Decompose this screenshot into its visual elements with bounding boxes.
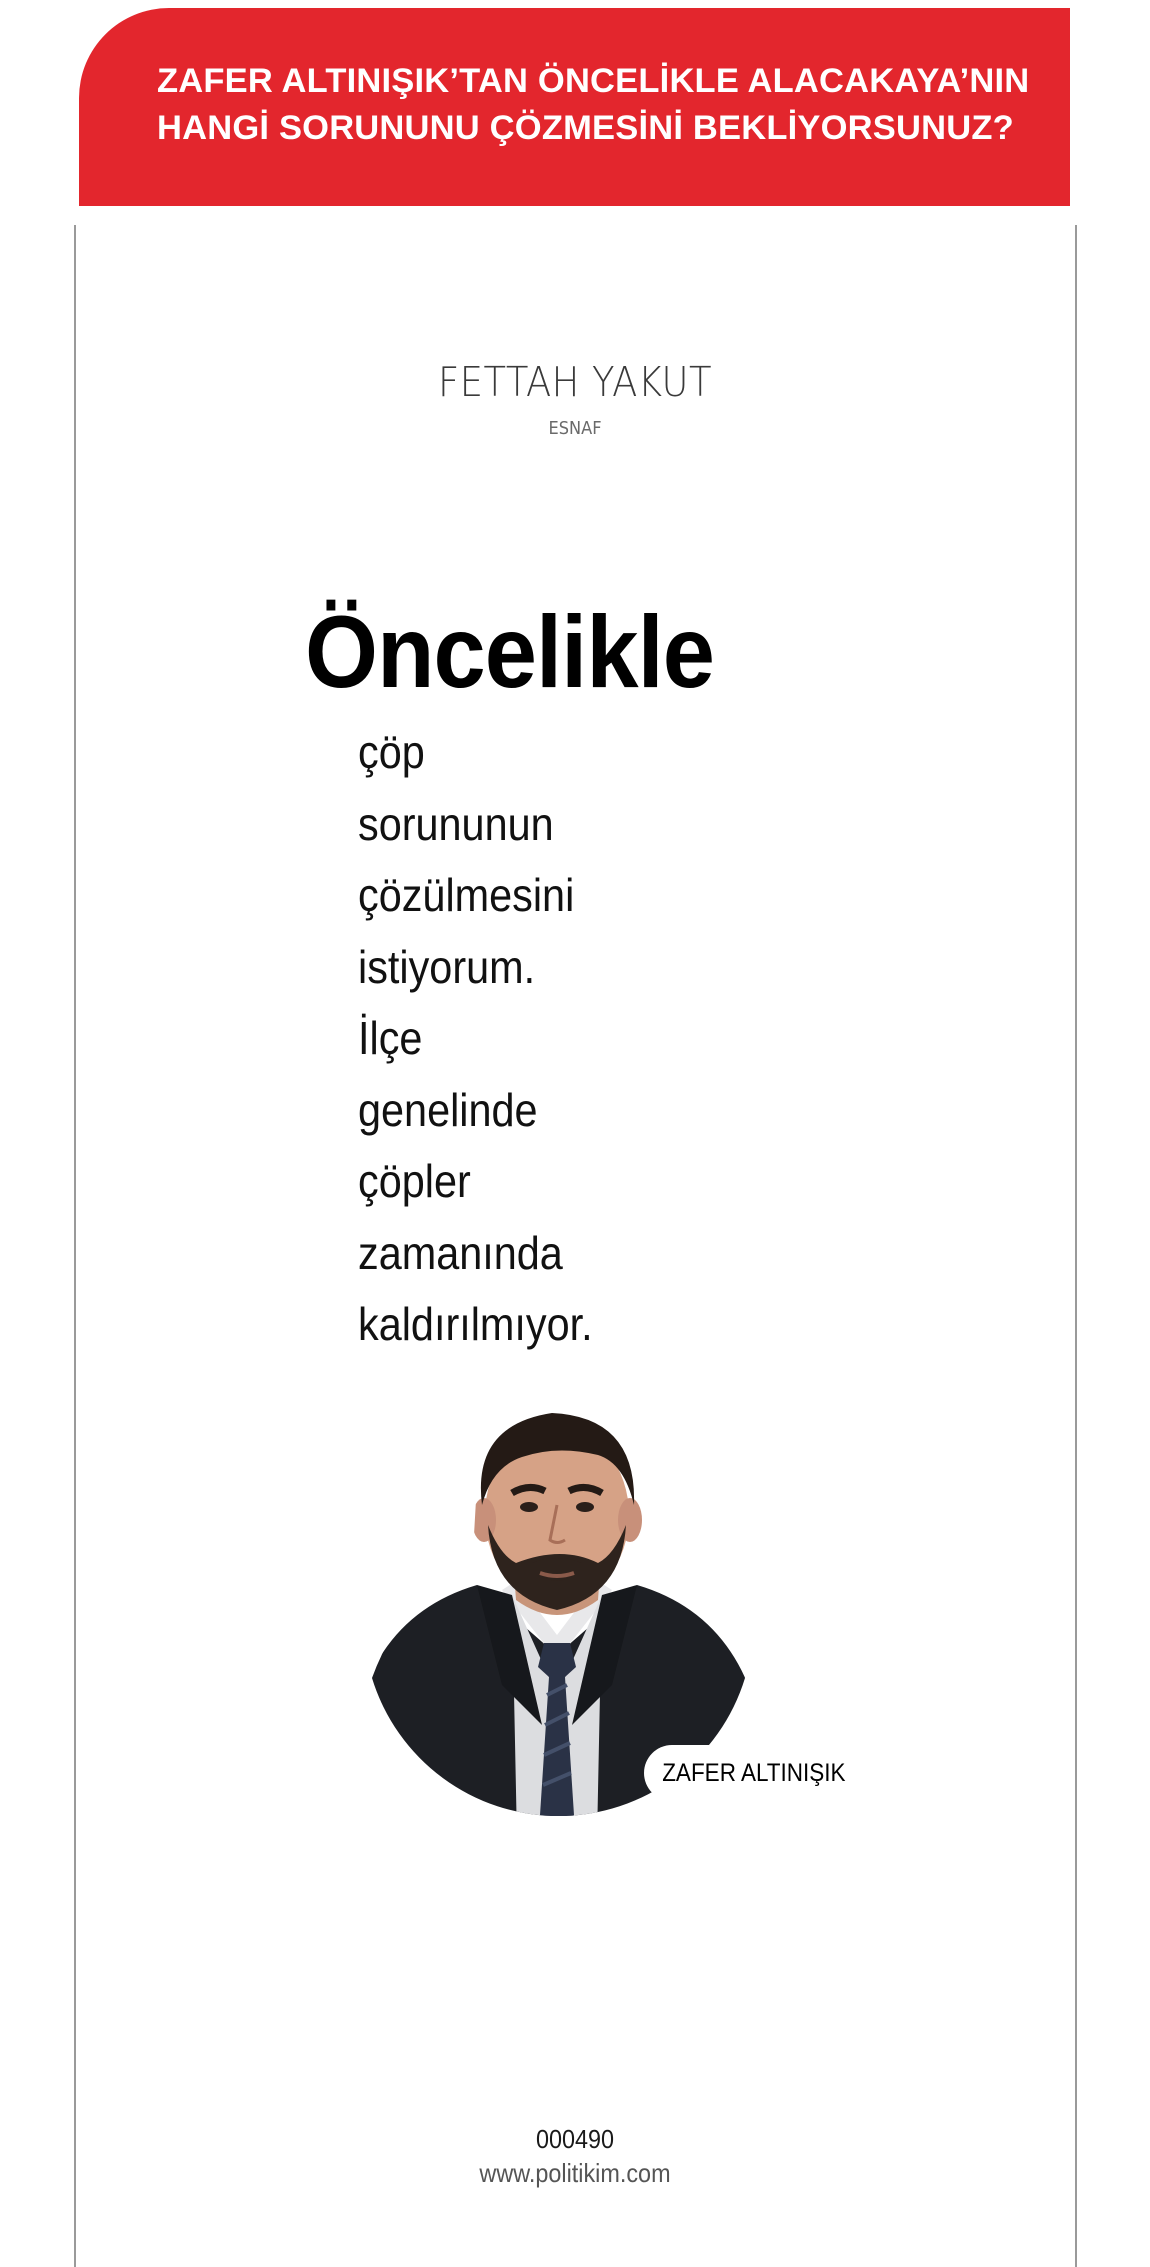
portrait-caption: ZAFER ALTINIŞIK <box>662 1758 846 1787</box>
quote-line: çöpler <box>358 1155 471 1207</box>
footer-code: 000490 <box>535 2124 615 2154</box>
quote-line: kaldırılmıyor. <box>358 1298 593 1350</box>
respondent-name: FETTAH YAKUT <box>438 358 712 406</box>
quote-line: çözülmesini <box>358 869 575 921</box>
portrait-name-badge <box>644 1745 864 1801</box>
footer-url-link[interactable]: www.politikim.com <box>479 2158 671 2188</box>
header-banner <box>79 8 1070 206</box>
header-question <box>157 58 1050 152</box>
quote-headline: Öncelikle <box>305 595 715 709</box>
quote-line: istiyorum. <box>358 940 536 993</box>
header-line-2: HANGİ SORUNUNU ÇÖZMESİNİ BEKLİYORSUNUZ? <box>157 109 1014 147</box>
quote-body <box>358 717 619 1361</box>
quote-line: çöp <box>358 726 425 778</box>
quote-line: İlçe <box>358 1012 423 1064</box>
quote-line: sorununun <box>358 797 554 850</box>
quote-line: genelinde <box>358 1083 538 1136</box>
frame-left-border <box>74 225 76 2267</box>
frame-right-border <box>1075 225 1077 2267</box>
quote-line: zamanında <box>358 1226 563 1279</box>
header-line-1: ZAFER ALTINIŞIK’TAN ÖNCELİKLE ALACAKAYA’NIN <box>157 62 1030 100</box>
respondent-role: ESNAF <box>548 418 602 439</box>
